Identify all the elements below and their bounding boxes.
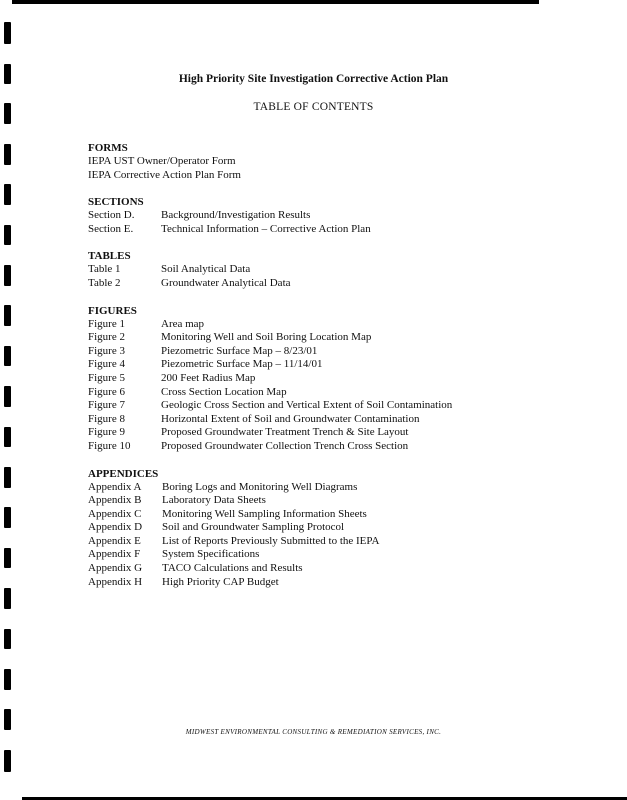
- toc-entry: [88, 494, 528, 508]
- form-entry: IEPA Corrective Action Plan Form: [88, 168, 241, 181]
- binder-hole-mark: [4, 225, 11, 245]
- entry-id: Section D.: [88, 209, 135, 222]
- form-entry: IEPA UST Owner/Operator Form: [88, 155, 236, 167]
- entry-id: Figure 2: [88, 331, 125, 344]
- entry-title: Horizontal Extent of Soil and Groundwater Contamination: [161, 412, 420, 425]
- toc-entry: [88, 548, 528, 562]
- forms-heading: FORMS: [88, 142, 128, 154]
- entry-id: Appendix A: [88, 480, 142, 493]
- entry-title: Groundwater Analytical Data: [161, 276, 291, 289]
- entry-title: List of Reports Previously Submitted to the IEPA: [162, 534, 380, 547]
- entry-title: Monitoring Well and Soil Boring Location Map: [161, 331, 372, 344]
- entry-title: Piezometric Surface Map – 8/23/01: [161, 344, 318, 357]
- toc-entry: [88, 209, 528, 223]
- toc-entry: [88, 277, 528, 291]
- document-title: High Priority Site Investigation Corrective Action Plan: [178, 73, 449, 85]
- binder-hole-mark: [4, 467, 11, 488]
- toc-entry: [88, 562, 528, 576]
- toc-entry: [88, 263, 528, 277]
- tables-heading: TABLES: [88, 250, 131, 263]
- figures-heading: FIGURES: [88, 304, 137, 317]
- toc-entry: [88, 440, 528, 454]
- toc-entry: [88, 386, 528, 400]
- forms-section: [88, 141, 528, 182]
- toc-entry: [88, 521, 528, 535]
- entry-title: Boring Logs and Monitoring Well Diagrams: [162, 480, 358, 493]
- toc-entry: [88, 399, 528, 413]
- entry-id: Figure 4: [88, 358, 125, 371]
- entry-id: Figure 8: [88, 412, 125, 425]
- entry-title: Technical Information – Corrective Action Plan: [161, 222, 371, 235]
- entry-id: Appendix C: [88, 507, 142, 520]
- entry-title: Area map: [161, 317, 205, 330]
- table-of-contents: [88, 141, 528, 602]
- binder-hole-mark: [4, 305, 11, 326]
- entry-title: Soil Analytical Data: [161, 263, 251, 276]
- entry-title: Geologic Cross Section and Vertical Extent of Soil Contamination: [161, 399, 453, 412]
- toc-entry: [88, 358, 528, 372]
- toc-entry: [88, 508, 528, 522]
- entry-id: Figure 5: [88, 371, 125, 384]
- tables-section: [88, 249, 528, 290]
- binder-hole-mark: [4, 144, 11, 165]
- binder-hole-mark: [4, 386, 11, 407]
- entry-id: Appendix H: [88, 575, 143, 588]
- entry-title: Proposed Groundwater Treatment Trench & Site Layout: [161, 426, 409, 439]
- toc-entry: [88, 345, 528, 359]
- sections-heading: SECTIONS: [88, 196, 144, 209]
- binder-hole-mark: [4, 629, 11, 649]
- entry-id: Appendix G: [88, 562, 143, 575]
- scan-edge-top: [12, 0, 539, 4]
- entry-title: Cross Section Location Map: [161, 385, 287, 398]
- toc-entry: [88, 413, 528, 427]
- entry-id: Table 2: [88, 276, 121, 289]
- entry-id: Appendix B: [88, 494, 142, 507]
- toc-heading: TABLE OF CONTENTS: [253, 101, 374, 113]
- entry-id: Figure 1: [88, 317, 125, 330]
- entry-id: Section E.: [88, 222, 134, 235]
- figures-section: [88, 304, 528, 454]
- binder-hole-mark: [4, 184, 11, 205]
- entry-title: Laboratory Data Sheets: [162, 494, 266, 507]
- entry-title: Piezometric Surface Map – 11/14/01: [161, 358, 323, 371]
- entry-id: Figure 9: [88, 426, 125, 439]
- entry-id: Figure 7: [88, 399, 125, 412]
- entry-title: Background/Investigation Results: [161, 209, 311, 222]
- entry-id: Appendix F: [88, 548, 141, 561]
- toc-entry: [88, 481, 528, 495]
- entry-id: Figure 10: [88, 439, 131, 452]
- binder-hole-mark: [4, 427, 11, 447]
- binder-hole-mark: [4, 346, 11, 366]
- entry-title: TACO Calculations and Results: [162, 562, 303, 575]
- binder-hole-mark: [4, 669, 11, 690]
- toc-entry: [88, 576, 528, 590]
- entry-title: Proposed Groundwater Collection Trench Cross Section: [161, 439, 409, 452]
- entry-id: Figure 3: [88, 344, 125, 357]
- binder-hole-mark: [4, 588, 11, 609]
- toc-entry: [88, 535, 528, 549]
- toc-entry: [88, 331, 528, 345]
- entry-title: High Priority CAP Budget: [162, 575, 279, 588]
- binder-hole-mark: [4, 750, 11, 772]
- entry-title: Soil and Groundwater Sampling Protocol: [162, 521, 345, 534]
- entry-id: Table 1: [88, 263, 121, 276]
- toc-entry: [88, 372, 528, 386]
- appendices-section: [88, 467, 528, 590]
- binder-hole-mark: [4, 265, 11, 286]
- toc-entry: [88, 318, 528, 332]
- entry-title: 200 Feet Radius Map: [161, 371, 256, 384]
- entry-title: Monitoring Well Sampling Information Sheets: [162, 507, 367, 520]
- entry-title: System Specifications: [162, 548, 260, 561]
- toc-entry: [88, 223, 528, 237]
- binder-hole-mark: [4, 709, 11, 730]
- toc-entry: [88, 426, 528, 440]
- appendices-heading: APPENDICES: [88, 467, 159, 480]
- company-footer: MIDWEST ENVIRONMENTAL CONSULTING & REMEDIATION SERVICES, INC.: [185, 728, 442, 736]
- sections-section: [88, 195, 528, 236]
- binder-hole-mark: [4, 22, 11, 44]
- binder-hole-mark: [4, 507, 11, 528]
- entry-id: Appendix E: [88, 534, 141, 547]
- entry-id: Figure 6: [88, 385, 125, 398]
- entry-id: Appendix D: [88, 521, 143, 534]
- binder-hole-mark: [4, 548, 11, 568]
